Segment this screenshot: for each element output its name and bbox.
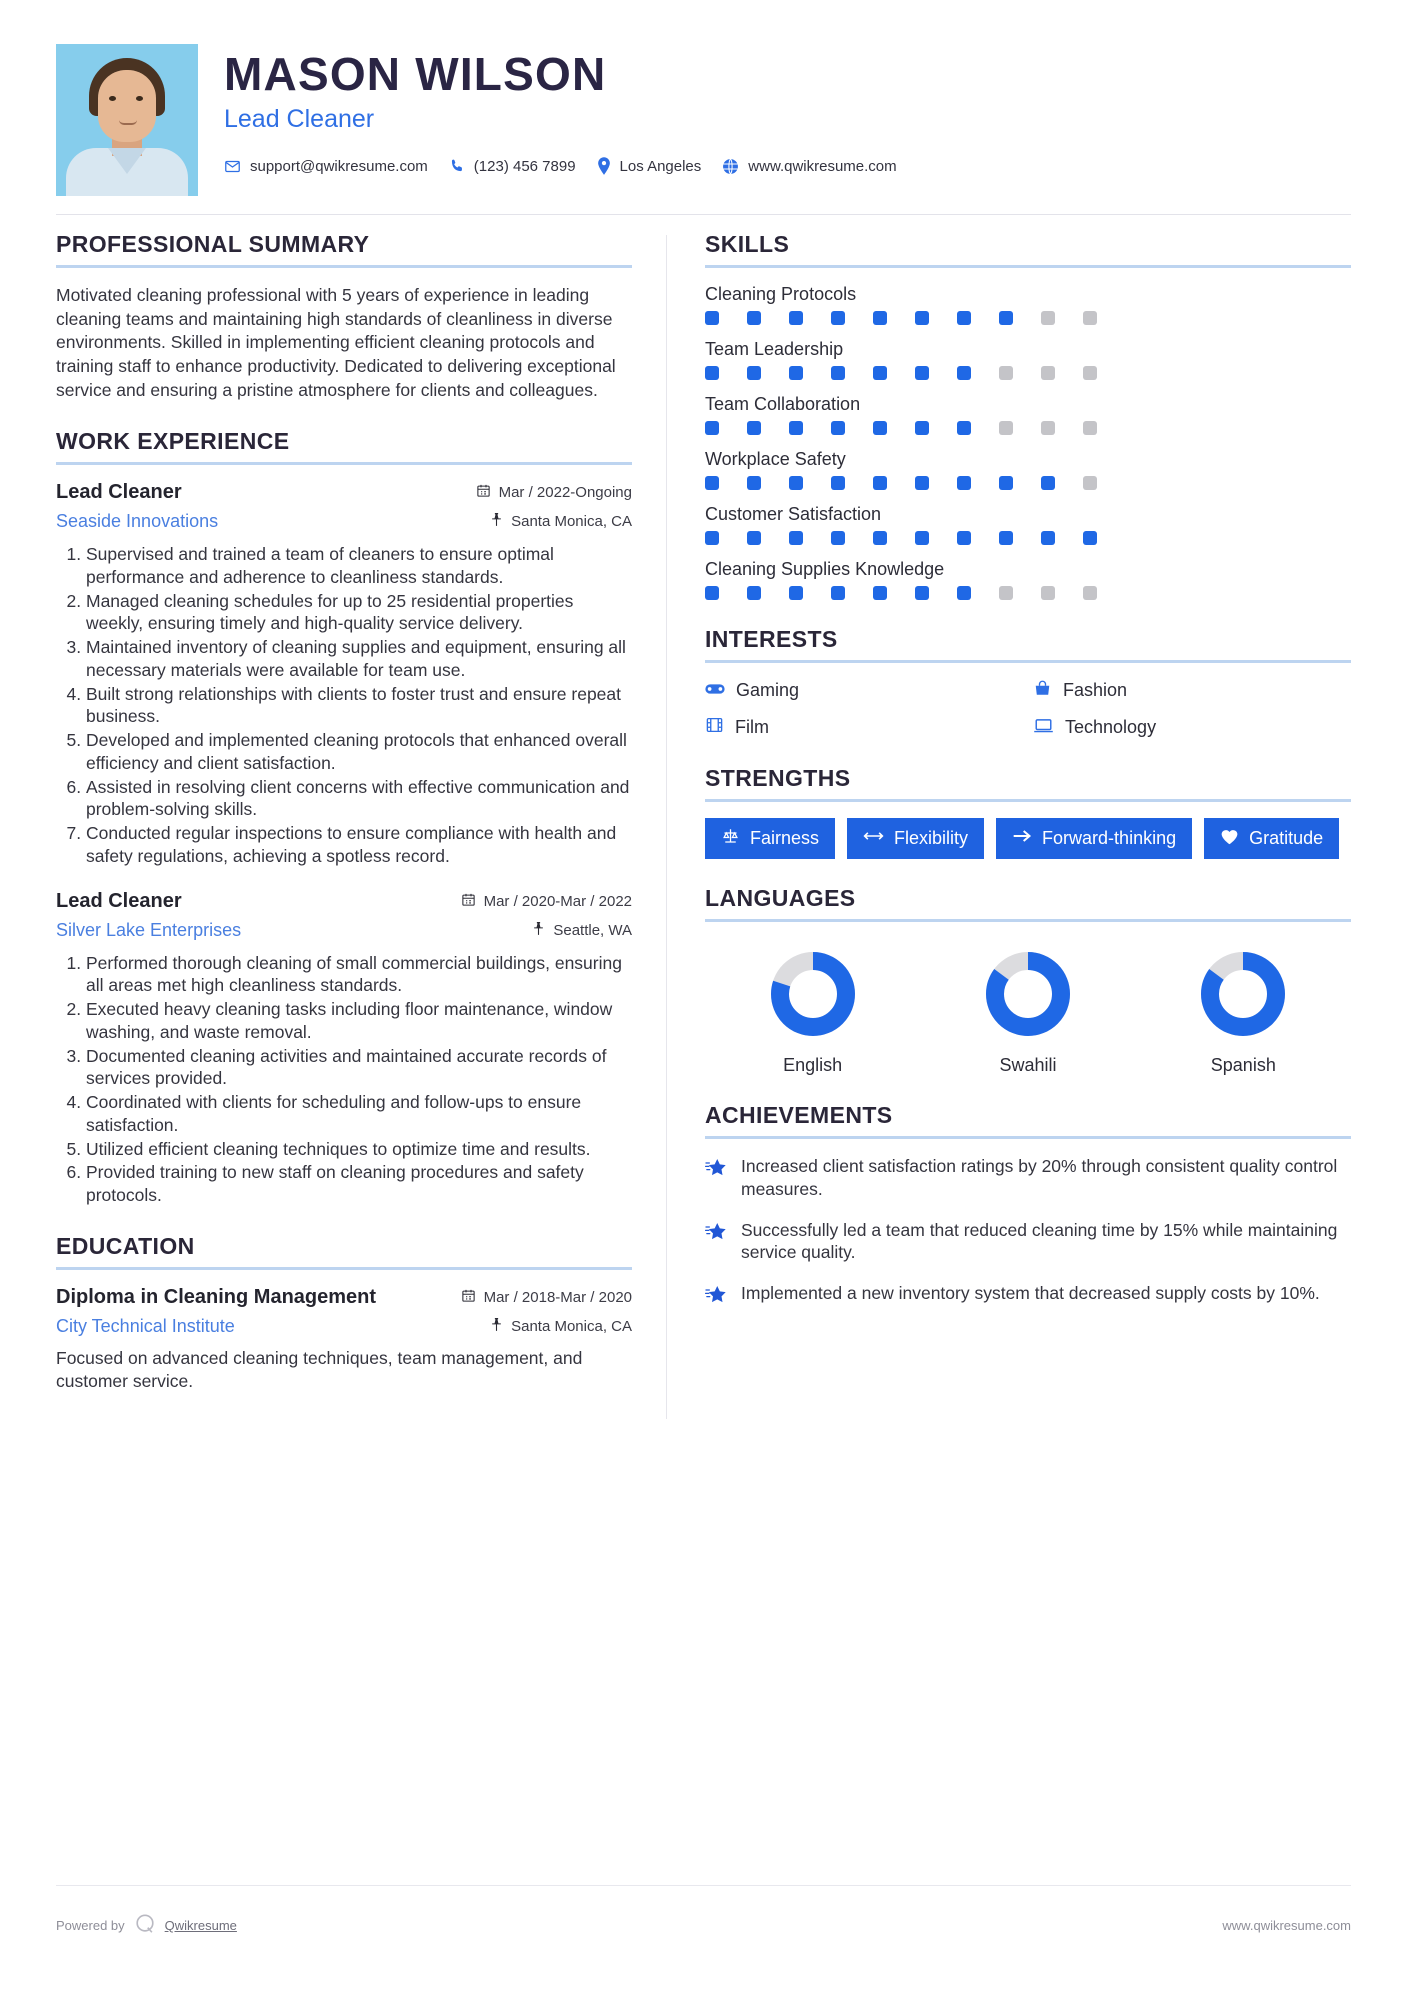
skill-dot-filled [831,311,845,325]
contact-location-text: Los Angeles [619,157,702,175]
skill-dot-filled [999,311,1013,325]
skill-dot-filled [1041,531,1055,545]
calendar-icon [476,483,491,502]
interest-label: Gaming [736,680,800,700]
contact-email[interactable] [224,158,428,175]
location-pin-icon [597,157,611,175]
summary-text: Motivated cleaning professional with 5 years of experience in leading cleaning teams and maintaining high standards of cleanliness in diverse environments. Skilled in implementing efficient cleaning protocols and training staff to enhance productivity. Dedicated to delivering exceptional service and ensuring a pristine atmosphere for clients and colleagues. [56,285,616,400]
skill-dot-filled [789,366,803,380]
achievement-item [705,1155,1351,1201]
header-divider [56,214,1351,215]
skill-dot-filled [705,311,719,325]
section-rule [705,1136,1351,1139]
skill-dot-filled [705,531,719,545]
contact-location [597,157,702,175]
education-description: Focused on advanced cleaning techniques, team management, and customer service. [56,1347,583,1391]
strength-label: Flexibility [894,828,969,848]
avatar [56,44,198,196]
job-bullet: 6. Assisted in resolving client concerns with effective communication and problem-solving skills. [86,776,632,822]
job-role-subtitle: Lead Cleaner [224,105,375,134]
contact-row [224,157,1351,175]
section-skills [705,231,1351,600]
skill-rating [705,421,1097,435]
skill-dot-filled [747,586,761,600]
skill-dot-filled [873,531,887,545]
skill-item [705,339,1351,380]
skill-dot-filled [873,476,887,490]
section-title-languages: LANGUAGES [705,885,856,911]
skill-dot-filled [957,531,971,545]
job-bullet: 2. Executed heavy cleaning tasks including floor maintenance, window washing, and waste removal. [86,998,632,1044]
film-icon [705,716,724,739]
strength-badge [1204,818,1339,859]
job-bullet: 3. Maintained inventory of cleaning supplies and equipment, ensuring all necessary materials were available for team use. [86,636,632,682]
skill-dot-filled [705,366,719,380]
language-item [1197,948,1289,1076]
skill-dot-empty [999,366,1013,380]
calendar-icon [461,892,476,911]
experience-entry [56,481,632,868]
skill-dot-filled [957,476,971,490]
footer-powered-by-label: Powered by [56,1918,125,1933]
skill-dot-filled [747,366,761,380]
skill-dot-filled [705,476,719,490]
skill-dot-filled [789,421,803,435]
map-pin-icon [490,1317,503,1336]
job-location [490,512,632,531]
job-location-text: Santa Monica, CA [511,513,632,531]
left-column [56,231,666,1419]
skill-dot-empty [999,421,1013,435]
contact-website-text: www.qwikresume.com [748,157,897,175]
scales-icon [721,827,740,850]
job-dates-text: Mar / 2020-Mar / 2022 [483,892,632,910]
skill-dot-filled [831,476,845,490]
contact-website[interactable] [722,158,896,175]
skill-dot-filled [789,476,803,490]
skill-dot-filled [789,586,803,600]
skill-dot-filled [705,586,719,600]
job-bullet: 5. Utilized efficient cleaning techniques to optimize time and results. [86,1138,632,1161]
education-dates [461,1288,632,1307]
job-dates-text: Mar / 2022-Ongoing [498,484,632,502]
education-degree: Diploma in Cleaning Management [56,1285,377,1308]
section-rule [56,265,632,268]
skill-dot-filled [831,421,845,435]
job-dates [476,483,632,502]
skill-label: Workplace Safety [705,449,846,469]
handbag-icon [1033,679,1052,702]
skill-item [705,504,1351,545]
gamepad-icon [705,680,725,701]
footer-left [56,1913,237,1938]
skill-dot-filled [915,366,929,380]
laptop-icon [1033,717,1054,739]
job-bullets [56,543,632,868]
skill-dot-filled [873,586,887,600]
calendar-icon [461,1288,476,1307]
achievement-item [705,1282,1351,1310]
skill-rating [705,531,1097,545]
star-icon [705,1282,727,1310]
skill-dot-empty [1083,421,1097,435]
skill-item [705,559,1351,600]
section-title-education: EDUCATION [56,1232,195,1259]
achievement-text: Increased client satisfaction ratings by 20% through consistent quality control measures. [741,1156,1338,1199]
section-interests [705,626,1351,739]
skill-item [705,449,1351,490]
phone-icon [449,158,465,174]
skill-rating [705,311,1097,325]
section-title-skills: SKILLS [705,231,790,257]
strength-badge [705,818,835,859]
skill-dot-filled [747,531,761,545]
skill-dot-filled [999,476,1013,490]
header-main [224,44,1351,175]
education-location [490,1317,632,1336]
arrows-horizontal-icon [863,828,884,849]
job-company[interactable]: Silver Lake Enterprises [56,919,242,940]
achievement-text: Successfully led a team that reduced cleaning time by 15% while maintaining service quality. [741,1219,1338,1263]
skill-dot-empty [1083,311,1097,325]
education-location-text: Santa Monica, CA [511,1317,632,1335]
qwikresume-logo-icon [134,1913,156,1938]
skill-dot-filled [1041,476,1055,490]
section-professional-summary [56,231,632,402]
job-bullet: 4. Built strong relationships with clients to foster trust and ensure repeat business. [86,683,632,729]
interest-label: Film [735,717,769,737]
skill-dot-filled [705,421,719,435]
job-dates [461,892,632,911]
contact-email-text: support@qwikresume.com [250,157,428,175]
job-bullet: 3. Documented cleaning activities and maintained accurate records of services provided. [86,1045,632,1091]
resume-header [56,44,1351,214]
skill-rating [705,586,1097,600]
achievement-item [705,1219,1351,1265]
strength-badge [996,818,1192,859]
skill-dot-filled [915,531,929,545]
skill-dot-filled [747,421,761,435]
section-title-interests: INTERESTS [705,626,838,652]
section-title-experience: WORK EXPERIENCE [56,428,290,455]
interests-grid [705,679,1351,739]
education-dates-text: Mar / 2018-Mar / 2020 [483,1288,632,1306]
achievement-text: Implemented a new inventory system that decreased supply costs by 10%. [741,1283,1320,1303]
education-school[interactable]: City Technical Institute [56,1315,235,1336]
skill-dot-filled [831,531,845,545]
skill-dot-empty [1083,366,1097,380]
skill-label: Cleaning Supplies Knowledge [705,559,945,579]
envelope-icon [224,158,241,175]
section-achievements [705,1102,1351,1310]
section-rule [705,660,1351,663]
strength-label: Forward-thinking [1042,828,1177,848]
skill-dot-filled [999,531,1013,545]
skill-dot-filled [831,366,845,380]
skill-dot-filled [1083,531,1097,545]
section-title-strengths: STRENGTHS [705,765,851,791]
job-bullet: 7. Conducted regular inspections to ensure compliance with health and safety regulations, achieving a spotless record. [86,822,632,868]
skill-dot-filled [789,531,803,545]
skill-label: Team Collaboration [705,394,861,414]
skill-item [705,284,1351,325]
language-label: Swahili [999,1055,1057,1075]
skill-label: Customer Satisfaction [705,504,882,524]
skill-dot-filled [915,311,929,325]
footer-brand-link[interactable]: Qwikresume [164,1918,237,1933]
skill-dot-empty [1083,586,1097,600]
skill-dot-empty [1041,366,1055,380]
interest-item [1033,679,1351,702]
section-title-summary: PROFESSIONAL SUMMARY [56,231,370,257]
job-title: Lead Cleaner [56,889,182,912]
map-pin-icon [490,512,503,531]
language-label: Spanish [1210,1055,1276,1075]
skill-dot-filled [957,366,971,380]
job-bullet: 5. Developed and implemented cleaning protocols that enhanced overall efficiency and client satisfaction. [86,729,632,775]
languages-list [705,938,1351,1076]
job-bullet: 6. Provided training to new staff on cleaning procedures and safety protocols. [86,1161,632,1207]
language-donut [982,948,1074,1045]
skill-dot-filled [915,586,929,600]
star-icon [705,1219,727,1247]
job-location-text: Seattle, WA [553,921,632,939]
job-bullet: 4. Coordinated with clients for scheduling and follow-ups to ensure satisfaction. [86,1091,632,1137]
section-strengths [705,765,1351,859]
job-bullet: 1. Performed thorough cleaning of small commercial buildings, ensuring all areas met high cleanliness standards. [86,952,632,998]
language-item [767,948,859,1076]
globe-icon [722,158,739,175]
skill-dot-filled [873,421,887,435]
language-item [982,948,1074,1076]
right-column [667,231,1351,1419]
interest-item [705,716,1023,739]
content-columns [56,231,1351,1419]
skill-dot-empty [1041,421,1055,435]
strengths-list [705,818,1351,859]
section-title-achievements: ACHIEVEMENTS [705,1102,893,1128]
strength-label: Fairness [750,828,820,848]
star-icon [705,1155,727,1183]
skill-dot-filled [747,311,761,325]
skill-dot-filled [957,586,971,600]
skill-rating [705,366,1097,380]
section-work-experience [56,428,632,1207]
skill-dot-filled [915,476,929,490]
skill-dot-empty [999,586,1013,600]
section-education [56,1233,632,1393]
heart-icon [1220,828,1239,850]
experience-entry [56,890,632,1207]
footer [56,1913,1351,1938]
job-bullet: 1. Supervised and trained a team of cleaners to ensure optimal performance and adherence to cleanliness standards. [86,543,632,589]
skill-dot-empty [1083,476,1097,490]
section-rule [705,919,1351,922]
footer-website[interactable]: www.qwikresume.com [1222,1918,1351,1933]
strength-label: Gratitude [1249,828,1324,848]
education-entry [56,1286,632,1393]
interest-item [1033,716,1351,739]
skill-dot-filled [789,311,803,325]
section-languages [705,885,1351,1076]
job-title: Lead Cleaner [56,481,182,504]
interest-label: Technology [1065,717,1157,737]
skill-dot-filled [957,421,971,435]
skill-dot-filled [915,421,929,435]
interest-item [705,679,1023,702]
map-pin-icon [532,921,545,940]
arrow-right-icon [1012,828,1032,849]
strength-badge [847,818,984,859]
skill-dot-filled [747,476,761,490]
page-title: MASON WILSON [224,48,607,100]
skill-rating [705,476,1097,490]
footer-divider [56,1885,1351,1886]
skill-dot-filled [873,311,887,325]
section-rule [705,799,1351,802]
job-bullets [56,952,632,1207]
interest-label: Fashion [1063,680,1128,700]
contact-phone[interactable] [449,158,576,175]
contact-phone-text: (123) 456 7899 [473,157,576,175]
section-rule [56,462,632,465]
skill-item [705,394,1351,435]
section-rule [705,265,1351,268]
section-rule [56,1267,632,1270]
job-bullet: 2. Managed cleaning schedules for up to 25 residential properties weekly, ensuring timely and high-quality service delivery. [86,590,632,636]
language-label: English [783,1055,843,1075]
skill-dot-filled [831,586,845,600]
language-donut [767,948,859,1045]
skill-label: Cleaning Protocols [705,284,857,304]
skill-dot-filled [957,311,971,325]
skill-dot-empty [1041,311,1055,325]
skill-dot-empty [1041,586,1055,600]
language-donut [1197,948,1289,1045]
skill-label: Team Leadership [705,339,844,359]
job-location [532,921,632,940]
skill-dot-filled [873,366,887,380]
job-company[interactable]: Seaside Innovations [56,511,219,532]
